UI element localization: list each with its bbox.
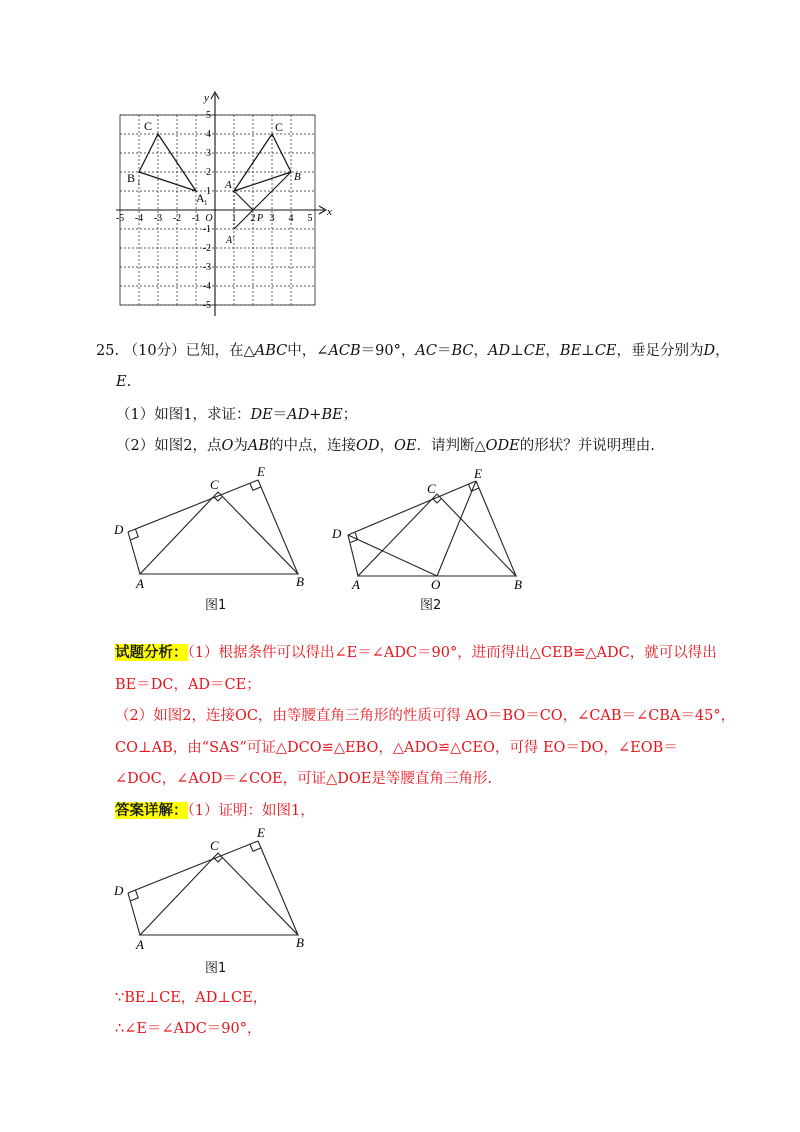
problem-part2: （2）如图2，点O为AB的中点，连接OD，OE．请判断△ODE的形状？并说明理由. [116, 438, 655, 454]
svg-text:3: 3 [206, 148, 211, 159]
figure-1-caption: 图1 [205, 598, 227, 613]
fig1-label-b: B [296, 574, 304, 589]
fig2-label-c: C [427, 481, 436, 496]
figure-1-answer-caption: 图1 [205, 961, 227, 976]
problem-statement-line1: 25. （10分）已知，在△ABC中，∠ACB＝90°，AC＝BC，AD⊥CE，BE⊥CE，垂足分别为D， [96, 343, 730, 359]
analysis-line2: BE＝DC，AD＝CE； [115, 677, 261, 693]
answer-line-intro: 答案详解：（1）证明：如图1， [115, 802, 315, 819]
svg-text:-3: -3 [153, 213, 163, 224]
svg-text:4: 4 [206, 129, 211, 140]
label-a1-sub: 1 [204, 199, 208, 207]
label-b: B [294, 171, 301, 183]
svg-text:2: 2 [206, 167, 211, 178]
svg-text:-1: -1 [202, 224, 211, 235]
svg-text:5: 5 [307, 213, 313, 224]
segment-a-p [234, 191, 253, 210]
svg-text:-2: -2 [202, 243, 211, 254]
label-a-prime: A' [226, 235, 235, 246]
fig2-label-d: D [332, 526, 342, 541]
triangle-abc [234, 134, 291, 191]
analysis-line1: 试题分析：（1）根据条件可以得出∠E＝∠ADC＝90°，进而得出△CEB≌△ADC，就可以得出 [115, 644, 717, 661]
right-angle-mark-e-3 [250, 845, 261, 852]
svg-text:-4: -4 [134, 213, 144, 224]
line-do [348, 535, 437, 576]
coordinate-graph [110, 88, 340, 320]
right-angle-mark-c-3 [214, 858, 222, 862]
analysis-line5: ∠DOC，∠AOD＝∠COE，可证△DOE是等腰直角三角形. [115, 771, 492, 787]
fig3-label-b: B [296, 935, 304, 950]
analysis-line3: （2）如图2，连接OC，由等腰直角三角形的性质可得 AO＝BO＝CO，∠CAB＝∠CBA＝45°， [115, 708, 736, 724]
figure-2-caption: 图2 [420, 598, 442, 613]
right-angle-mark-c [214, 497, 222, 501]
y-axis-label: y [204, 92, 209, 104]
fig2-label-o: O [431, 577, 441, 592]
svg-text:4: 4 [288, 213, 294, 224]
right-angle-mark-e [250, 484, 261, 491]
triangle-acb-2 [358, 494, 516, 576]
problem-statement-line2: E. [116, 374, 132, 390]
figure-1-answer [110, 823, 320, 953]
svg-text:-5: -5 [202, 300, 211, 311]
svg-text:1: 1 [206, 186, 211, 197]
svg-text:O: O [205, 213, 213, 224]
fig1-label-c: C [210, 477, 219, 492]
triangle-acb [140, 492, 298, 574]
svg-text:-3: -3 [202, 262, 211, 273]
label-p: P [257, 213, 264, 224]
line-be-3 [258, 841, 298, 935]
fig2-label-e: E [474, 466, 482, 481]
line-be-2 [476, 481, 516, 576]
svg-text:2: 2 [250, 213, 256, 224]
label-c-right: C [275, 120, 284, 134]
x-tick-labels [116, 213, 313, 224]
fig2-label-a: A [352, 577, 360, 592]
svg-text:1: 1 [231, 213, 237, 224]
label-a: A [225, 179, 232, 191]
fig1-label-d: D [114, 522, 124, 537]
fig2-label-b: B [514, 577, 522, 592]
figure-1 [110, 462, 320, 592]
line-be [258, 480, 298, 574]
fig3-label-d: D [114, 883, 124, 898]
fig1-label-e: E [257, 464, 265, 479]
svg-text:3: 3 [269, 213, 275, 224]
fig3-label-e: E [257, 825, 265, 840]
label-b1-sub: 1 [137, 179, 141, 187]
svg-text:-4: -4 [202, 281, 211, 292]
label-c-left: C [144, 119, 153, 133]
triangle-acb-3 [140, 853, 298, 935]
answer-label: 答案详解： [115, 802, 188, 819]
fig1-label-a: A [136, 576, 144, 591]
label-a1: A [196, 191, 205, 205]
fig3-label-c: C [210, 838, 219, 853]
svg-text:-2: -2 [172, 213, 182, 224]
analysis-label: 试题分析： [115, 644, 188, 661]
svg-text:-5: -5 [115, 213, 125, 224]
fig3-label-a: A [136, 937, 144, 952]
label-b1: B [127, 171, 136, 185]
svg-text:-1: -1 [191, 213, 201, 224]
x-axis-label: x [327, 206, 332, 218]
answer-line-2: ∴∠E＝∠ADC＝90°， [115, 1021, 262, 1037]
figure-2 [330, 462, 530, 592]
line-de [128, 480, 258, 532]
problem-part1: （1）如图1，求证：DE＝AD+BE； [116, 407, 358, 423]
line-de-3 [128, 841, 258, 893]
right-angle-mark-c-2 [433, 499, 441, 503]
answer-line-1: ∵BE⊥CE，AD⊥CE， [115, 990, 268, 1006]
triangle-a1b1c1 [139, 134, 196, 191]
analysis-line4: CO⊥AB，由“SAS”可证△DCO≌△EBO，△ADO≌△CEO，可得 EO＝DO，∠EOB＝ [115, 740, 678, 756]
svg-text:5: 5 [206, 110, 211, 121]
